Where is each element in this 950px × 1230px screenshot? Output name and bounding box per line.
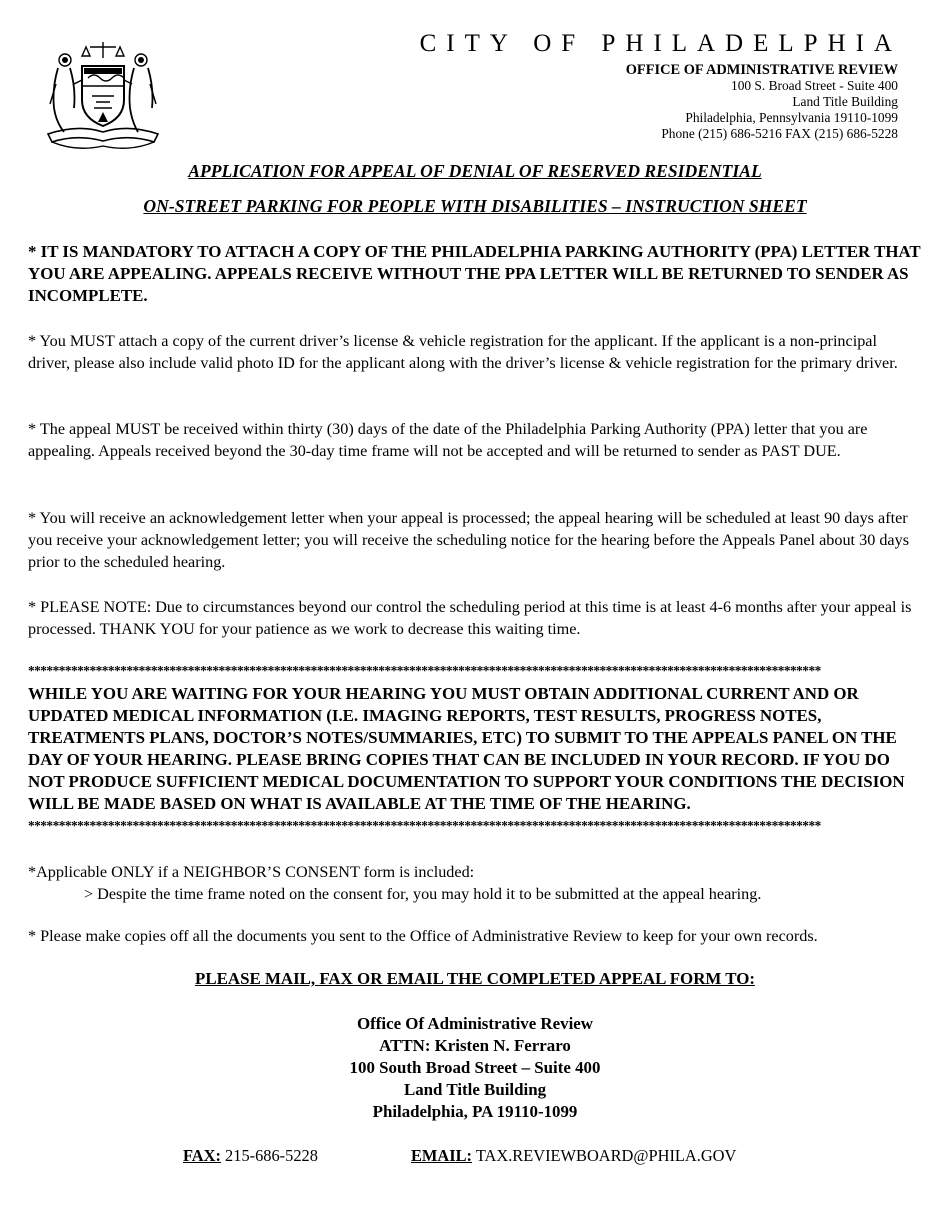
- mail-line: Land Title Building: [403, 1080, 547, 1099]
- divider-stars-bottom: *********************************************************************************************************************************: [28, 819, 821, 833]
- mail-line: ATTN: Kristen N. Ferraro: [379, 1036, 571, 1055]
- office-name: OFFICE OF ADMINISTRATIVE REVIEW: [625, 62, 898, 78]
- fax-number: 215-686-5228: [225, 1146, 318, 1165]
- mail-line: Office Of Administrative Review: [357, 1014, 593, 1033]
- office-address-block: [626, 62, 898, 142]
- page-title-line-1: APPLICATION FOR APPEAL OF DENIAL OF RESERVED RESIDENTIAL: [188, 161, 762, 181]
- email-address: TAX.REVIEWBOARD@PHILA.GOV: [475, 1146, 737, 1165]
- city-seal-icon: [40, 38, 166, 156]
- medical-info-notice: WHILE YOU ARE WAITING FOR YOUR HEARING YOU MUST OBTAIN ADDITIONAL CURRENT AND OR UPDATED MEDICAL INFORMATION (I.E. IMAGING REPORTS, TEST RESULTS, PROGRESS NOTES, TREATMENTS PLANS, DOCTOR’S NOTES/SUMMARIES, ETC) TO SUBMIT TO THE APPEALS PANEL ON THE DAY OF YOUR HEARING. PLEASE BRING COPIES THAT CAN BE INCLUDED IN YOUR RECORD. IF YOU DO NOT PRODUCE SUFFICIENT MEDICAL DOCUMENTATION TO SUPPORT YOUR CONDITIONS THE DECISION WILL BE MADE BASED ON WHAT IS AVAILABLE AT THE TIME OF THE HEARING.: [28, 684, 905, 813]
- fax-contact: [183, 1146, 318, 1166]
- city-title: CITY OF PHILADELPHIA: [419, 30, 902, 57]
- scheduling-note: * PLEASE NOTE: Due to circumstances beyond our control the scheduling period at this time is at least 4-6 months after your appeal is processed. THANK YOU for your patience as we work to decrease this waiting time.: [28, 598, 912, 638]
- address-line: Land Title Building: [792, 94, 898, 109]
- copies-instruction: * Please make copies off all the documents you sent to the Office of Administrative Review to keep for your own records.: [28, 927, 818, 945]
- mandatory-notice: * IT IS MANDATORY TO ATTACH A COPY OF THE PHILADELPHIA PARKING AUTHORITY (PPA) LETTER THAT YOU ARE APPEALING. APPEALS RECEIVE WITHOUT THE PPA LETTER WILL BE RETURNED TO SENDER AS INCOMPLETE.: [28, 242, 921, 305]
- page-title-line-2: ON-STREET PARKING FOR PEOPLE WITH DISABILITIES – INSTRUCTION SHEET: [143, 196, 807, 216]
- email-label: EMAIL:: [411, 1146, 473, 1165]
- address-line: Philadelphia, Pennsylvania 19110-1099: [685, 110, 898, 125]
- mail-line: 100 South Broad Street – Suite 400: [349, 1058, 601, 1077]
- neighbor-consent-note: *Applicable ONLY if a NEIGHBOR’S CONSENT form is included:: [28, 863, 475, 881]
- acknowledgement-instruction: * You will receive an acknowledgement letter when your appeal is processed; the appeal hearing will be scheduled at least 90 days after you receive your acknowledgement letter; you will receive the scheduling notice for the hearing before the Appeals Panel about 30 days prior to the scheduled hearing.: [28, 509, 910, 571]
- email-contact: [411, 1146, 736, 1166]
- divider-stars-top: *********************************************************************************************************************************: [28, 664, 821, 678]
- mailing-address: [0, 1013, 950, 1123]
- address-line: 100 S. Broad Street - Suite 400: [731, 78, 898, 93]
- license-instruction: * You MUST attach a copy of the current driver’s license & vehicle registration for the applicant. If the applicant is a non-principal driver, please also include valid photo ID for the applicant along with the driver’s license & vehicle registration for the primary driver.: [28, 332, 898, 372]
- mail-heading: PLEASE MAIL, FAX OR EMAIL THE COMPLETED APPEAL FORM TO:: [195, 969, 755, 988]
- neighbor-consent-subnote: > Despite the time frame noted on the consent for, you may hold it to be submitted at the appeal hearing.: [84, 885, 762, 903]
- deadline-instruction: * The appeal MUST be received within thirty (30) days of the date of the Philadelphia Parking Authority (PPA) letter that you are appealing. Appeals received beyond the 30-day time frame will not be accepted and will be returned to sender as PAST DUE.: [28, 420, 868, 460]
- phone-fax-line: Phone (215) 686-5216 FAX (215) 686-5228: [661, 126, 898, 141]
- fax-label: FAX:: [183, 1146, 221, 1165]
- mail-line: Philadelphia, PA 19110-1099: [372, 1102, 578, 1121]
